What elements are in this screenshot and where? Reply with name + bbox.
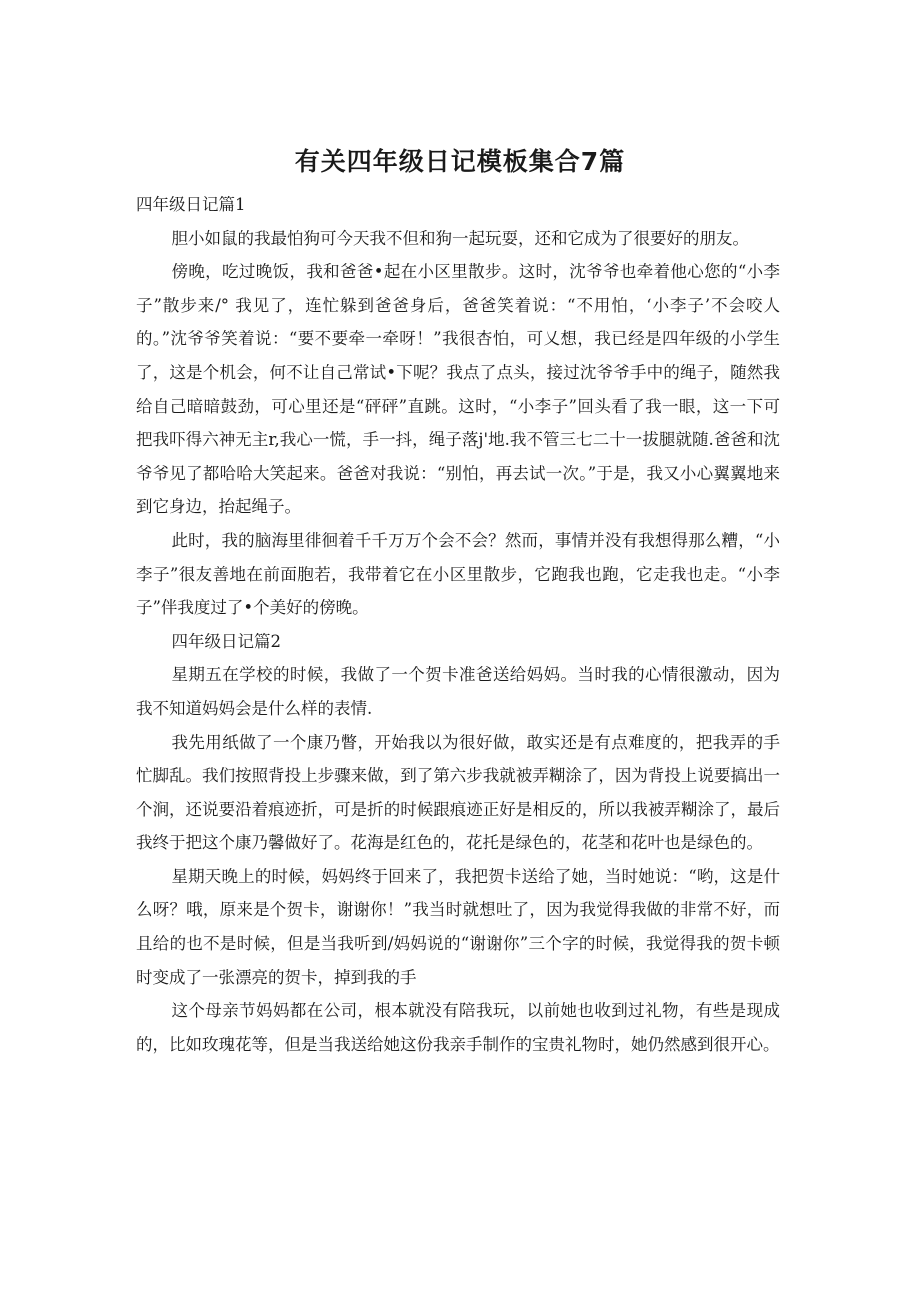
paragraph: 我先用纸做了一个康乃瞥，开始我以为很好做，敢实还是有点难度的，把我弄的手忙脚乱。我们按照背投上步骤来做，到了第六步我就被弄糊涂了，因为背投上说要搞出一个涧，还说要沿着痕迹折，可是折的时候跟痕迹正好是相反的，所以我被弄糊涂了，最后我终于把这个康乃馨做好了。花海是红色的，花托是绿色的，花茎和花叶也是绿色的。 (136, 732, 780, 853)
paragraph: 星期五在学校的时候，我做了一个贺卡准爸送给妈妈。当时我的心情很激动，因为我不知道妈妈会是什么样的表情. (136, 665, 780, 718)
paragraph: 傍晚，吃过晚饭，我和爸爸•起在小区里散步。这时，沈爷爷也牵着他心您的“小李子”散步来/° 我见了，连忙躲到爸爸身后，爸爸笑着说：“不用怕，‘小李子’不会咬人的。”沈爷爷笑着说：“要不要牵一牵呀！”我很杏怕，可乂想，我已经是四年级的小学生了，这是个机会，何不让自己常试•下呢？我点了点头，接过沈爷爷手中的绳子，随然我给自己暗暗鼓劲，可心里还是“砰砰”直跳。这时，“小李子”回头看了我一眼，这一下可把我吓得六神无主r,我心一慌，手一抖，绳子落j'地.我不管三七二十一拔腿就随.爸爸和沈爷爷见了都哈哈大笑起来。爸爸对我说：“别怕，再去试一次。”于是，我又小心翼翼地来到它身边，抬起绳子。 (136, 262, 780, 517)
paragraph: 此时，我的脑海里徘徊着千千万万个会不会？然而，事情并没有我想得那么糟，“小李子”很友善地在前面胞若，我带着它在小区里散步，它跑我也跑，它走我也走。“小李子”伴我度过了•个美好的傍晚。 (136, 530, 780, 618)
section-heading-2: 四年级日记篇2 (171, 631, 281, 651)
section-heading-1: 四年级日记篇1 (136, 195, 246, 214)
document-title: 有关四年级日记模板集合7篇 (294, 147, 626, 176)
paragraph: 星期天晚上的时候，妈妈终于回来了，我把贺卡送给了她，当时她说：“哟，这是什么呀？哦，原来是个贺卡，谢谢你！”我当时就想吐了，因为我觉得我做的非常不好，而且给的也不是时候，但是当我听到/妈妈说的“谢谢你”三个字的时候，我觉得我的贺卡顿时变成了一张漂亮的贺卡，掉到我的手 (136, 866, 780, 987)
paragraph: 这个母亲节妈妈都在公司，根本就没有陪我玩，以前她也收到过礼物，有些是现成的，比如玫瑰花等，但是当我送给她这份我亲手制作的宝贵礼物时，她仍然感到很开心。 (136, 1001, 780, 1054)
paragraph: 胆小如鼠的我最怕狗可今天我不但和狗一起玩耍，还和它成为了很要好的朋友。 (171, 228, 749, 248)
document-body (136, 188, 780, 1061)
